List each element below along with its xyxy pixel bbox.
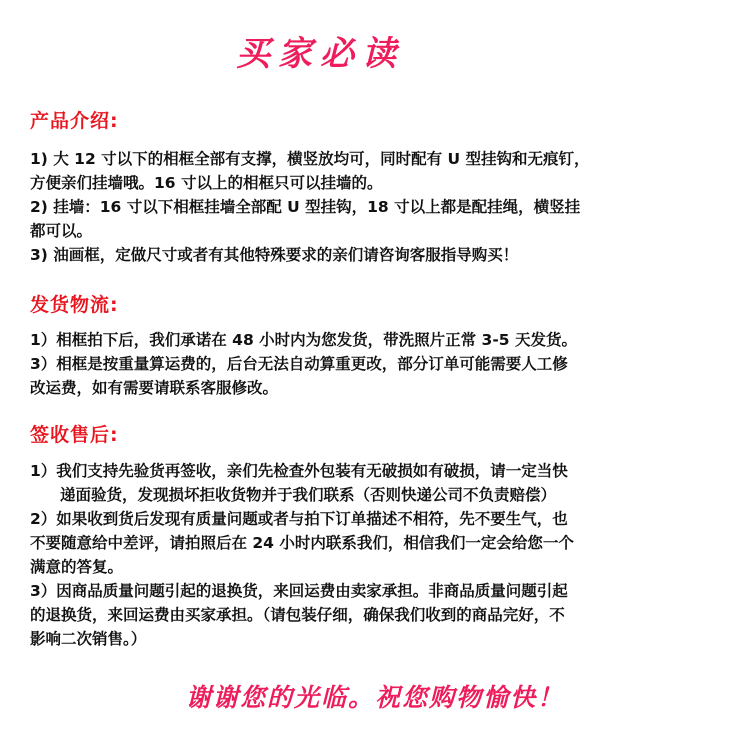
section-heading-shipping: 发货物流: bbox=[30, 294, 119, 316]
section-heading-after-sales: 签收售后: bbox=[30, 424, 119, 446]
section-heading-product-intro: 产品介绍: bbox=[30, 110, 119, 132]
section-body-shipping bbox=[30, 328, 730, 400]
text-line: 递面验货，发现损坏拒收货物并于我们联系（否则快递公司不负责赔偿） bbox=[60, 486, 557, 504]
text-line: 影响二次销售。） bbox=[30, 630, 147, 648]
text-line: 都可以。 bbox=[30, 222, 93, 240]
text-line: 1) 大 12 寸以下的相框全部有支撑，横竖放均可，同时配有 U 型挂钩和无痕钉， bbox=[30, 150, 590, 168]
section-body-after-sales bbox=[30, 459, 730, 651]
section-body-product-intro bbox=[30, 147, 730, 267]
text-line: 3) 油画框，定做尺寸或者有其他特殊要求的亲们请咨询客服指导购买！ bbox=[30, 246, 519, 264]
text-line: 方便亲们挂墙哦。16 寸以上的相框只可以挂墙的。 bbox=[30, 174, 383, 192]
text-line: 2) 挂墙：16 寸以下相框挂墙全部配 U 型挂钩，18 寸以上都是配挂绳，横竖挂 bbox=[30, 198, 581, 216]
closing-message: 谢谢您的光临。祝您购物愉快！ bbox=[185, 683, 564, 712]
text-line: 3）相框是按重量算运费的，后台无法自动算重更改，部分订单可能需要人工修 bbox=[30, 355, 568, 373]
text-line: 3）因商品质量问题引起的退换货，来回运费由卖家承担。非商品质量问题引起 bbox=[30, 582, 568, 600]
text-line: 不要随意给中差评，请拍照后在 24 小时内联系我们，相信我们一定会给您一个 bbox=[30, 534, 574, 552]
text-line: 2）如果收到货后发现有质量问题或者与拍下订单描述不相符，先不要生气，也 bbox=[30, 510, 568, 528]
text-line: 1）相框拍下后，我们承诺在 48 小时内为您发货，带洗照片正常 3-5 天发货。 bbox=[30, 331, 577, 349]
text-line: 改运费，如有需要请联系客服修改。 bbox=[30, 379, 279, 397]
text-line: 的退换货，来回运费由买家承担。（请包装仔细，确保我们收到的商品完好，不 bbox=[30, 606, 565, 624]
page-title: 买家必读 bbox=[236, 34, 404, 74]
text-line: 满意的答复。 bbox=[30, 558, 124, 576]
text-line: 1）我们支持先验货再签收，亲们先检查外包装有无破损如有破损，请一定当快 bbox=[30, 462, 568, 480]
